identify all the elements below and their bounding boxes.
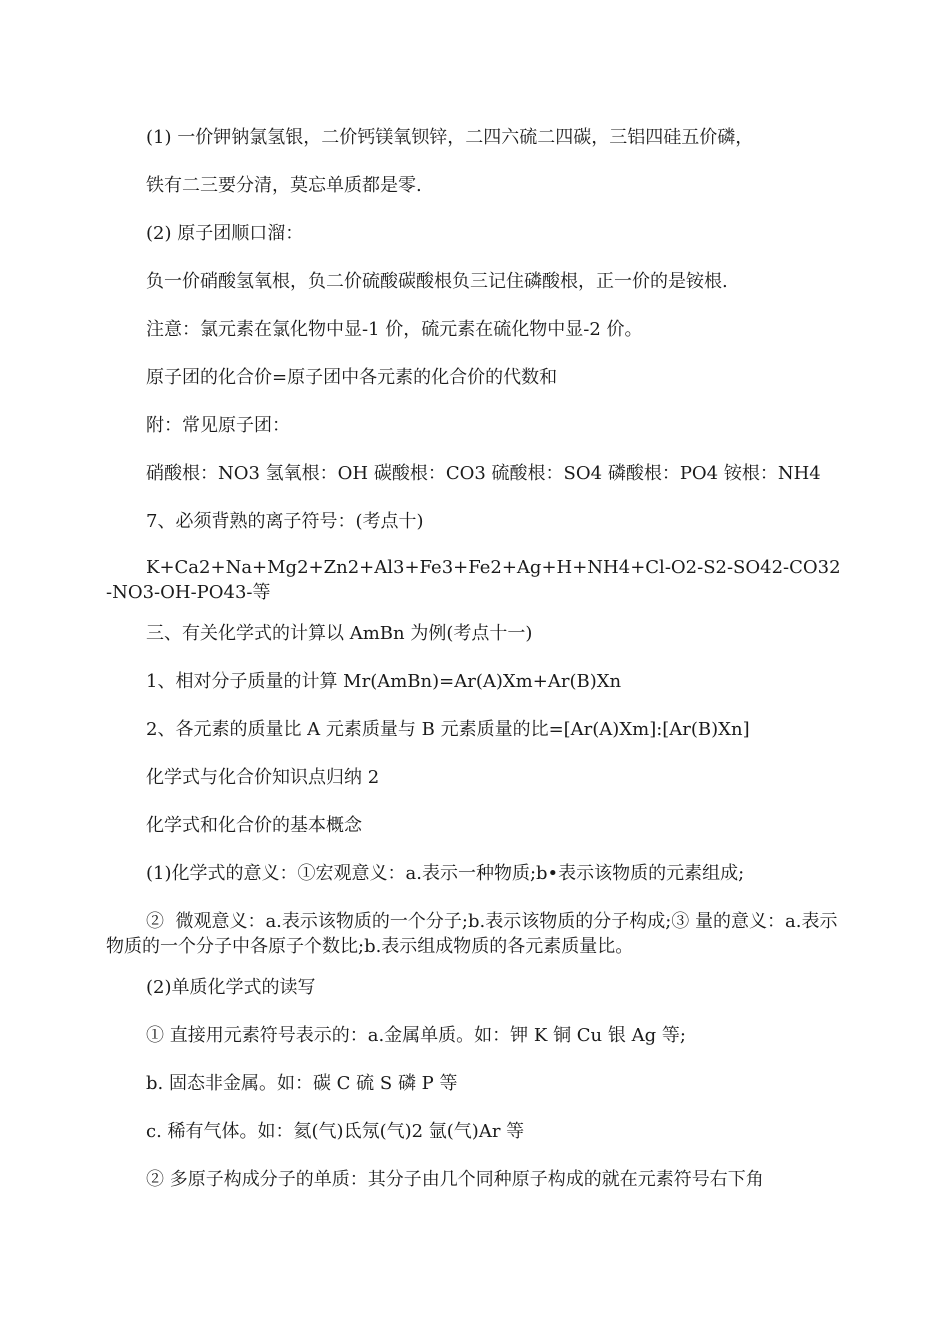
paragraph-valence-rhyme: (1) 一价钾钠氯氢银，二价钙镁氧钡锌，二四六硫二四碳，三铝四硅五价磷， [146, 127, 754, 148]
paragraph-noble-gas: c. 稀有气体。如：氦(气)氐氖(气)2 氩(气)Ar 等 [146, 1121, 525, 1142]
paragraph-ion-symbols-title: 7、必须背熟的离子符号：(考点十) [146, 511, 424, 532]
paragraph-direct-symbol: ① 直接用元素符号表示的：a.金属单质。如：钾 K 铜 Cu 银 Ag 等; [146, 1025, 686, 1046]
paragraph-iron-valence: 铁有二三要分清，莫忘单质都是零. [146, 175, 422, 196]
paragraph-radical-valence: 原子团的化合价=原子团中各元素的化合价的代数和 [146, 367, 558, 388]
paragraph-basic-concepts: 化学式和化合价的基本概念 [146, 815, 362, 836]
paragraph-polyatomic-element: ② 多原子构成分子的单质：其分子由几个同种原子构成的就在元素符号右下角 [146, 1169, 764, 1190]
paragraph-relative-mass: 1、相对分子质量的计算 Mr(AmBn)=Ar(A)Xm+Ar(B)Xn [146, 671, 622, 692]
paragraph-solid-nonmetal: b. 固态非金属。如：碳 C 硫 S 磷 P 等 [146, 1073, 458, 1094]
section-heading-2: 化学式与化合价知识点归纳 2 [146, 767, 380, 788]
paragraph-ion-symbols: K+Ca2+Na+Mg2+Zn2+Al3+Fe3+Fe2+Ag+H+NH4+Cl-O2-S2-SO42-CO32-NO3-OH-PO43-等 [106, 557, 841, 603]
paragraph-mass-ratio: 2、各元素的质量比 A 元素质量与 B 元素质量的比=[Ar(A)Xm]:[Ar(B)Xn] [146, 719, 750, 740]
paragraph-element-formula-title: (2)单质化学式的读写 [146, 977, 316, 998]
paragraph-common-radicals: 硝酸根：NO3 氢氧根：OH 碳酸根：CO3 硫酸根：SO4 磷酸根：PO4 铵根：NH4 [146, 463, 821, 484]
paragraph-formula-calc-title: 三、有关化学式的计算以 AmBn 为例(考点十一) [146, 623, 533, 644]
paragraph-micro-meaning: ② 微观意义：a.表示该物质的一个分子;b.表示该物质的分子构成;③ 量的意义：a.表示物质的一个分子中各原子个数比;b.表示组成物质的各元素质量比。 [106, 911, 838, 957]
paragraph-radical-rhyme: 负一价硝酸氢氧根，负二价硫酸碳酸根负三记住磷酸根，正一价的是铵根. [146, 271, 728, 292]
paragraph-note: 注意：氯元素在氯化物中显-1 价，硫元素在硫化物中显-2 价。 [146, 319, 643, 340]
paragraph-common-radicals-title: 附：常见原子团： [146, 415, 290, 436]
paragraph-radical-rhyme-title: (2) 原子团顺口溜： [146, 223, 304, 244]
paragraph-formula-meaning: (1)化学式的意义：①宏观意义：a.表示一种物质;b•表示该物质的元素组成; [146, 863, 745, 884]
